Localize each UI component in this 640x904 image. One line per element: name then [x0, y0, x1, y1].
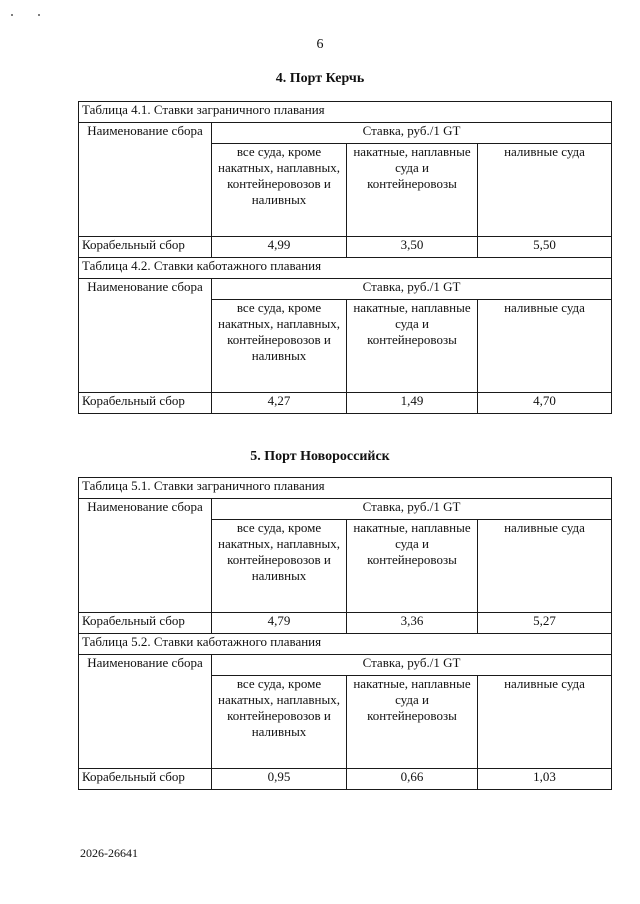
rate-value: 3,50 — [347, 237, 478, 258]
fee-name-header: Наименование сбора — [79, 655, 212, 769]
rate-header: Ставка, руб./1 GT — [212, 499, 612, 520]
rates-table-novorossiysk — [78, 477, 612, 790]
page-number: 6 — [316, 37, 324, 52]
rate-value: 4,99 — [212, 237, 347, 258]
row-label: Корабельный сбор — [79, 769, 212, 790]
vessel-type-general: все суда, кроме накатных, наплавных, контейнеровозов и наливных — [212, 300, 347, 393]
vessel-type-general: все суда, кроме накатных, наплавных, контейнеровозов и наливных — [212, 520, 347, 613]
fee-name-header: Наименование сбора — [79, 123, 212, 237]
fee-name-header: Наименование сбора — [79, 499, 212, 613]
vessel-type-roro-container: накатные, наплавные суда и контейнеровозы — [347, 676, 478, 769]
vessel-type-general: все суда, кроме накатных, наплавных, контейнеровозов и наливных — [212, 676, 347, 769]
rate-header: Ставка, руб./1 GT — [212, 279, 612, 300]
rate-value: 4,79 — [212, 613, 347, 634]
rate-value: 0,95 — [212, 769, 347, 790]
row-label: Корабельный сбор — [79, 613, 212, 634]
table-caption: Таблица 5.1. Ставки заграничного плавания — [79, 478, 612, 499]
scan-speck — [38, 14, 40, 16]
rate-value: 5,50 — [478, 237, 612, 258]
fee-name-header: Наименование сбора — [79, 279, 212, 393]
vessel-type-roro-container: накатные, наплавные суда и контейнеровозы — [347, 300, 478, 393]
table-row — [79, 613, 612, 634]
scan-speck — [11, 14, 13, 16]
vessel-type-general: все суда, кроме накатных, наплавных, контейнеровозов и наливных — [212, 144, 347, 237]
rate-header: Ставка, руб./1 GT — [212, 655, 612, 676]
row-label: Корабельный сбор — [79, 393, 212, 414]
table-caption: Таблица 5.2. Ставки каботажного плавания — [79, 634, 612, 655]
vessel-type-tanker: наливные суда — [478, 520, 612, 613]
row-label: Корабельный сбор — [79, 237, 212, 258]
table-caption: Таблица 4.1. Ставки заграничного плавания — [79, 102, 612, 123]
table-row — [79, 393, 612, 414]
document-code: 2026-26641 — [80, 846, 138, 860]
rate-value: 4,70 — [478, 393, 612, 414]
vessel-type-tanker: наливные суда — [478, 144, 612, 237]
vessel-type-roro-container: накатные, наплавные суда и контейнеровозы — [347, 520, 478, 613]
rate-value: 5,27 — [478, 613, 612, 634]
rate-value: 0,66 — [347, 769, 478, 790]
table-row — [79, 237, 612, 258]
rate-value: 4,27 — [212, 393, 347, 414]
section-title-kerch: 4. Порт Керчь — [275, 71, 365, 86]
rate-header: Ставка, руб./1 GT — [212, 123, 612, 144]
rate-value: 1,03 — [478, 769, 612, 790]
vessel-type-roro-container: накатные, наплавные суда и контейнеровозы — [347, 144, 478, 237]
table-row — [79, 769, 612, 790]
rate-value: 1,49 — [347, 393, 478, 414]
vessel-type-tanker: наливные суда — [478, 300, 612, 393]
rate-value: 3,36 — [347, 613, 478, 634]
table-caption: Таблица 4.2. Ставки каботажного плавания — [79, 258, 612, 279]
vessel-type-tanker: наливные суда — [478, 676, 612, 769]
section-title-novorossiysk: 5. Порт Новороссийск — [250, 449, 390, 464]
rates-table-kerch — [78, 101, 612, 414]
